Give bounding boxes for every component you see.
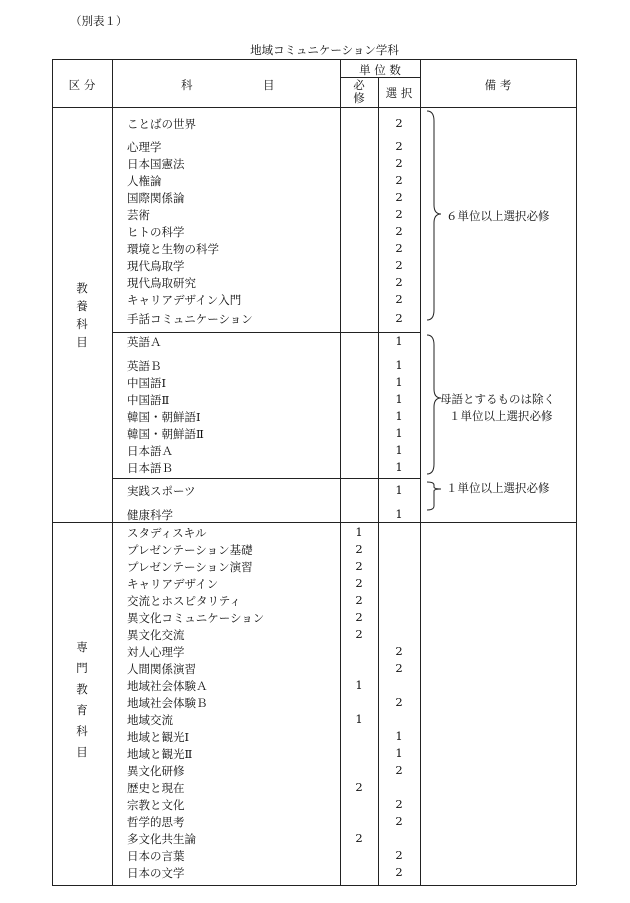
table-title: 地域コミュニケーション学科 xyxy=(250,43,399,57)
header-units: 単 位 数 xyxy=(359,63,401,77)
elective-units: 2 xyxy=(395,190,403,204)
header-required: 必 修 xyxy=(353,78,365,105)
elective-units: 2 xyxy=(395,661,403,675)
required-units: 2 xyxy=(355,610,363,624)
course-name: キャリアデザイン入門 xyxy=(127,293,242,307)
elective-units: 2 xyxy=(395,241,403,255)
course-name: 対人心理学 xyxy=(127,645,185,659)
course-name: 地域と観光Ⅰ xyxy=(127,730,190,744)
elective-units: 2 xyxy=(395,275,403,289)
course-name: 韓国・朝鮮語Ⅱ xyxy=(127,427,204,441)
course-name: 国際関係論 xyxy=(127,191,185,205)
elective-units: 1 xyxy=(395,334,403,348)
elective-units: 1 xyxy=(395,409,403,423)
course-name: スタディスキル xyxy=(127,526,207,540)
elective-units: 2 xyxy=(395,156,403,170)
elective-units: 2 xyxy=(395,797,403,811)
required-units: 2 xyxy=(355,559,363,573)
section-specialized: 専 門 教 育 科 目 xyxy=(76,640,88,759)
course-name: 手話コミュニケーション xyxy=(127,312,253,326)
course-name: 実践スポーツ xyxy=(127,484,196,498)
elective-units: 1 xyxy=(395,746,403,760)
elective-units: 1 xyxy=(395,729,403,743)
elective-units: 2 xyxy=(395,695,403,709)
course-name: 地域と観光Ⅱ xyxy=(127,747,193,761)
course-name: 現代鳥取研究 xyxy=(127,276,196,290)
brace-group-3 xyxy=(427,482,441,510)
note-group-2-line-1: 母語とするものは除く xyxy=(440,392,555,406)
elective-units: 1 xyxy=(395,443,403,457)
elective-units: 1 xyxy=(395,392,403,406)
elective-units: 1 xyxy=(395,507,403,521)
elective-units: 2 xyxy=(395,814,403,828)
header-remarks: 備 考 xyxy=(484,78,512,92)
course-name: 中国語Ⅰ xyxy=(127,376,167,390)
elective-units: 2 xyxy=(395,865,403,879)
elective-units: 2 xyxy=(395,644,403,658)
course-name: 人間関係演習 xyxy=(127,662,196,676)
course-name: 芸術 xyxy=(127,208,150,222)
elective-units: 1 xyxy=(395,375,403,389)
course-name: 英語Ｂ xyxy=(127,359,162,373)
course-name: 韓国・朝鮮語Ⅰ xyxy=(127,410,201,424)
course-name: 日本語Ａ xyxy=(127,444,173,458)
section-liberal-arts: 教 養 科 目 xyxy=(76,281,88,349)
course-name: 健康科学 xyxy=(127,508,173,522)
course-name: 中国語Ⅱ xyxy=(127,393,170,407)
course-name: 英語Ａ xyxy=(127,335,162,349)
elective-units: 1 xyxy=(395,358,403,372)
elective-units: 2 xyxy=(395,292,403,306)
required-units: 1 xyxy=(355,712,363,726)
course-name: 地域社会体験Ｂ xyxy=(127,696,208,710)
elective-units: 1 xyxy=(395,460,403,474)
course-name: 哲学的思考 xyxy=(127,815,185,829)
course-name: 日本語Ｂ xyxy=(127,461,173,475)
course-name: ことばの世界 xyxy=(127,117,196,131)
elective-units: 2 xyxy=(395,848,403,862)
required-units: 2 xyxy=(355,780,363,794)
required-units: 2 xyxy=(355,593,363,607)
course-name: 交流とホスピタリティ xyxy=(127,594,241,608)
elective-units: 1 xyxy=(395,483,403,497)
course-name: 日本の言葉 xyxy=(127,849,185,863)
course-name: プレゼンテーション基礎 xyxy=(127,543,253,557)
header-subject-2: 目 xyxy=(263,78,275,92)
course-name: 多文化共生論 xyxy=(127,832,196,846)
brace-group-2 xyxy=(427,335,441,474)
course-name: 地域社会体験Ａ xyxy=(127,679,208,693)
elective-units: 2 xyxy=(395,763,403,777)
required-units: 2 xyxy=(355,627,363,641)
elective-units: 2 xyxy=(395,207,403,221)
elective-units: 2 xyxy=(395,116,403,130)
course-name: 歴史と現在 xyxy=(127,781,185,795)
course-name: 人権論 xyxy=(127,174,162,188)
note-group-1: ６単位以上選択必修 xyxy=(446,209,550,223)
header-elective: 選 択 xyxy=(385,86,413,100)
course-name: プレゼンテーション演習 xyxy=(127,560,253,574)
note-group-3: １単位以上選択必修 xyxy=(446,481,550,495)
elective-units: 1 xyxy=(395,426,403,440)
elective-units: 2 xyxy=(395,224,403,238)
course-name: 日本国憲法 xyxy=(127,157,185,171)
required-units: 2 xyxy=(355,576,363,590)
doc-label: （別表１） xyxy=(70,14,128,28)
note-group-2-line-2: １単位以上選択必修 xyxy=(449,409,553,423)
course-name: 現代鳥取学 xyxy=(127,259,185,273)
course-name: 異文化コミュニケーション xyxy=(127,611,265,625)
course-name: 異文化交流 xyxy=(127,628,185,642)
course-name: キャリアデザイン xyxy=(127,577,219,591)
course-name: 宗教と文化 xyxy=(127,798,185,812)
course-name: 日本の文学 xyxy=(127,866,185,880)
course-name: 異文化研修 xyxy=(127,764,185,778)
header-subject-1: 科 xyxy=(181,78,193,92)
brace-group-1 xyxy=(427,111,441,320)
required-units: 2 xyxy=(355,542,363,556)
course-name: 地域交流 xyxy=(127,713,173,727)
elective-units: 2 xyxy=(395,139,403,153)
elective-units: 2 xyxy=(395,173,403,187)
required-units: 1 xyxy=(355,525,363,539)
header-category: 区 分 xyxy=(68,78,96,92)
required-units: 1 xyxy=(355,678,363,692)
required-units: 2 xyxy=(355,831,363,845)
course-name: ヒトの科学 xyxy=(127,225,185,239)
elective-units: 2 xyxy=(395,311,403,325)
course-name: 心理学 xyxy=(127,140,162,154)
course-name: 環境と生物の科学 xyxy=(127,242,219,256)
elective-units: 2 xyxy=(395,258,403,272)
